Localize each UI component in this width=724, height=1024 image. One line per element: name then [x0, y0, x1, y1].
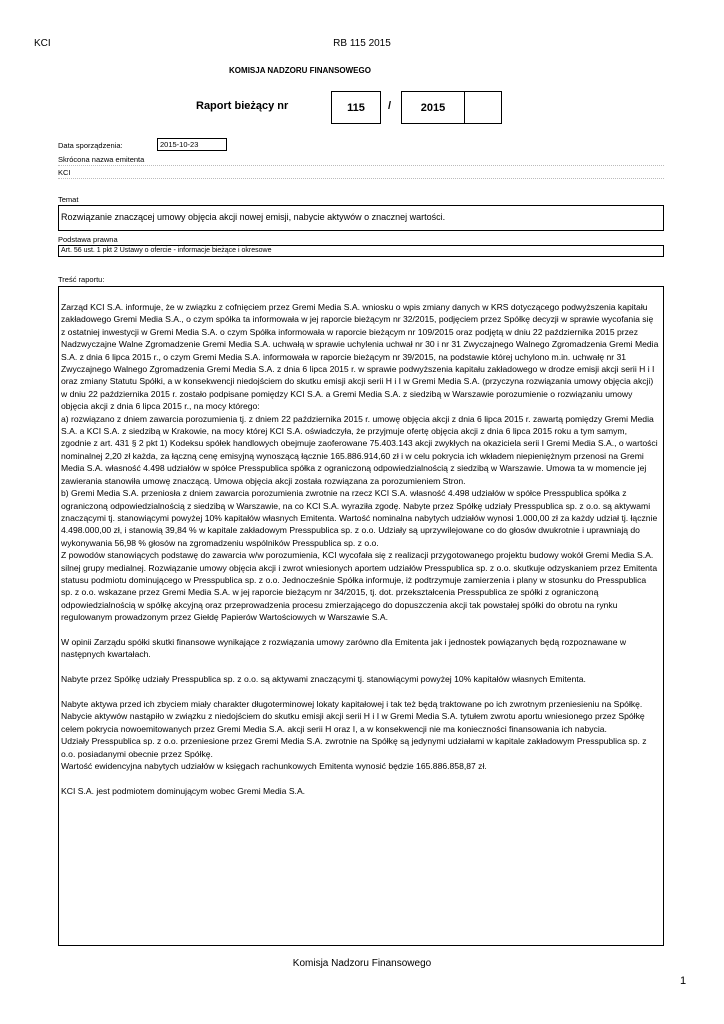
report-number-box — [331, 91, 381, 124]
report-year: 2015 — [420, 101, 446, 114]
date-field: 2015-10-23 — [157, 138, 227, 151]
footer-authority: Komisja Nadzoru Finansowego — [292, 958, 432, 969]
issuer-label: Skrócona nazwa emitenta — [58, 155, 145, 164]
divider — [58, 165, 664, 166]
date-label: Data sporządzenia: — [58, 141, 123, 150]
legal-basis-label: Podstawa prawna — [58, 235, 118, 244]
header-report-id: RB 115 2015 — [333, 38, 391, 49]
report-separator: / — [388, 100, 392, 112]
content-box — [58, 286, 664, 946]
content-paragraph: Nabyte przez Spółkę udziały Presspublica sp. z o.o. są aktywami znaczącymi tj. stanowiącymi powyżej 10% kapitałów własnych Emitenta. — [61, 674, 586, 685]
legal-basis-box — [58, 245, 664, 257]
report-label: Raport bieżący nr — [196, 100, 289, 112]
content-label: Treść raportu: — [58, 275, 105, 284]
report-extra-box — [464, 91, 502, 124]
report-number: 115 — [347, 101, 365, 114]
content-paragraph: Zarząd KCI S.A. informuje, że w związku z cofnięciem przez Gremi Media S.A. wniosku o wpis zmiany danych w KRS dotyczącego podwyższenia kapitału zakładowego Gremi Media S.A., o czym spółka ta informowała w jej raporcie bieżącym nr 32/2015, podjęciem przez Spółkę decyzji w sprawie wycofania się z ostatniej inwestycji w Gremi Media S.A. o czym Spółka informowała w raporcie bieżącym nr 109/2015 oraz podjętą w dniu 22 października 2015 przez Nadzwyczajne Walne Zgromadzenie Gremi Media S.A. uchwałą w sprawie uchylenia uchwał nr 30 i nr 31 Zwyczajnego Walnego Zgromadzenia Gremi Media S.A. z dnia 6 lipca 2015 r., o czym Gremi Media S.A. informowała w raporcie bieżącym nr 39/2015, na podstawie której uchylono m.in. uchwałę nr 31 Zwyczajnego Walnego Zgromadzenia Gremi Media S.A. z dnia 6 lipca 2015 r. w sprawie podwyższenia kapitału zakładowego w drodze emisji akcji serii H i I oraz zmiany Statutu Spółki, a w konsekwencji niedojściem do skutku emisji akcji serii H i I w Gremi Media S.A. (przyczyna rozwiązania umowy objęcia akcji) w dniu 22 października 2015 r. zostało podpisane pomiędzy KCI S.A. a Gremi Media S.A. z siedzibą w Warszawie porozumienie o rozwiązaniu umowy objęcia akcji z dnia 6 lipca 2015 r., na mocy którego: a) rozwiązano z dniem zawarcia porozumienia tj. z dniem 22 października 2015 r. umowę objęcia akcji z dnia 6 lipca 2015 r. zawartą pomiędzy Gremi Media S.A. a KCI S.A. z siedzibą w Krakowie, na mocy której KCI S.A. oświadczyła, że przyjmuje ofertę objęcia akcji z dnia 6 lipca 2015 roku a tym samym, zgodnie z art. 431 § 2 pkt 1) Kodeksu spółek handlowych obejmuje zaoferowane 75.403.143 akcji zwykłych na okaziciela serii I Gremi Media S.A., o wartości nominalnej 2,20 zł każda, za łączną cenę emisyjną wynoszącą łącznie 165.886.914,60 zł i w celu pokrycia ich wkładem niepieniężnym przenosi na Gremi Media S.A. własność 4.498 udziałów w spółce Presspublica spółka z ograniczoną odpowiedzialnością z siedzibą w Warszawie. Umowa ta w momencie jej zawierania stanowiła umowę znaczącą. Umowa objęcia akcji została rozwiązana za porozumieniem Stron. b) Gremi Media S.A. przeniosła z dniem zawarcia porozumienia zwrotnie na rzecz KCI S.A. własność 4.498 udziałów w spółce Presspublica spółka z ograniczoną odpowiedzialnością z siedzibą w Warszawie, na co KCI S.A. wyraziła zgodę. Nabyte przez Spółkę udziały Presspublica sp. z o.o. są aktywami znaczącymi tj. stanowiącymi powyżej 10% kapitałów własnych Emitenta. Wartość nominalna nabytych udziałów wynosi 1.000,00 zł za każdy udział tj. łącznie 4.498.000,00 zł, i stanowią 39,84 % w kapitale zakładowym Presspublica sp. z o.o. Udziały są uprzywilejowane co do głosów dwukrotnie i uprawniają do wykonywania 56,98 % głosów na zgromadzeniu wspólników Presspublica sp. z o.o. Z powodów stanowiących podstawę do zawarcia w/w porozumienia, KCI wycofała się z realizacji przygotowanego projektu budowy wokół Gremi Media S.A. silnej grupy medialnej. Rozwiązanie umowy objęcia akcji i zwrot wniesionych aportem udziałów Presspublica sp. z o.o. skutkuje odzyskaniem przez Emitenta statusu podmiotu dominującego w Presspublica sp. z o.o. Jednocześnie Spółka informuje, iż podtrzymuje zamierzenia i plany w stosunku do Presspublica sp. z o.o. wskazane przez Gremi Media S.A. w jej raporcie bieżącym nr 34/2015, tj. dot. przekształcenia Presspublica ze spółki z ograniczoną odpowiedzialnością w spółkę akcyjną oraz przeprowadzenia procesu zmierzającego do dopuszczenia akcji tak powstałej spółki do obrotu na rynku regulowanym prowadzonym przez Giełdę Papierów Wartościowych w Warszawie S.A. — [61, 302, 659, 623]
content-paragraph: KCI S.A. jest podmiotem dominującym wobec Gremi Media S.A. — [61, 785, 306, 796]
subject-label: Temat — [58, 195, 79, 204]
divider — [58, 178, 664, 179]
legal-basis-value: Art. 56 ust. 1 pkt 2 Ustawy o ofercie - informacje bieżące i okresowe — [61, 247, 272, 254]
subject-box — [58, 205, 664, 231]
content-paragraph: Nabyte aktywa przed ich zbyciem miały charakter długoterminowej lokaty kapitałowej i tak też będą traktowane po ich zwrotnym przeniesieniu na Spółkę. Nabycie aktywów nastąpiło w związku z niedojściem do skutku emisji akcji serii H i I w Gremi Media S.A. tytułem zwrotu aportu wniesionego przez Spółkę celem pokrycia nowoemitowanych przez Gremi Media S.A. akcji serii H oraz I, a w konsekwencji nie ma konieczności finansowania ich nabycia. Udziały Presspublica sp. z o.o. przeniesione przez Gremi Media S.A. zwrotnie na Spółkę są jedynymi udziałami w kapitale zakładowym Presspublica sp. z o.o. posiadanymi obecnie przez Spółkę. Wartość ewidencyjna nabytych udziałów w księgach rachunkowych Emitenta wynosić będzie 165.886.858,87 zł. — [61, 698, 647, 771]
issuer-value: KCI — [58, 168, 71, 177]
authority-title: KOMISJA NADZORU FINANSOWEGO — [229, 66, 371, 75]
report-year-box — [401, 91, 465, 124]
page-number: 1 — [680, 975, 687, 987]
header-issuer: KCI — [34, 38, 51, 49]
content-paragraph: W opinii Zarządu spółki skutki finansowe wynikające z rozwiązania umowy zarówno dla Emitenta jak i jednostek powiązanych będą rozpoznawane w następnych kwartałach. — [61, 636, 627, 660]
subject-value: Rozwiązanie znaczącej umowy objęcia akcji nowej emisji, nabycie aktywów o znacznej wartości. — [61, 212, 446, 222]
